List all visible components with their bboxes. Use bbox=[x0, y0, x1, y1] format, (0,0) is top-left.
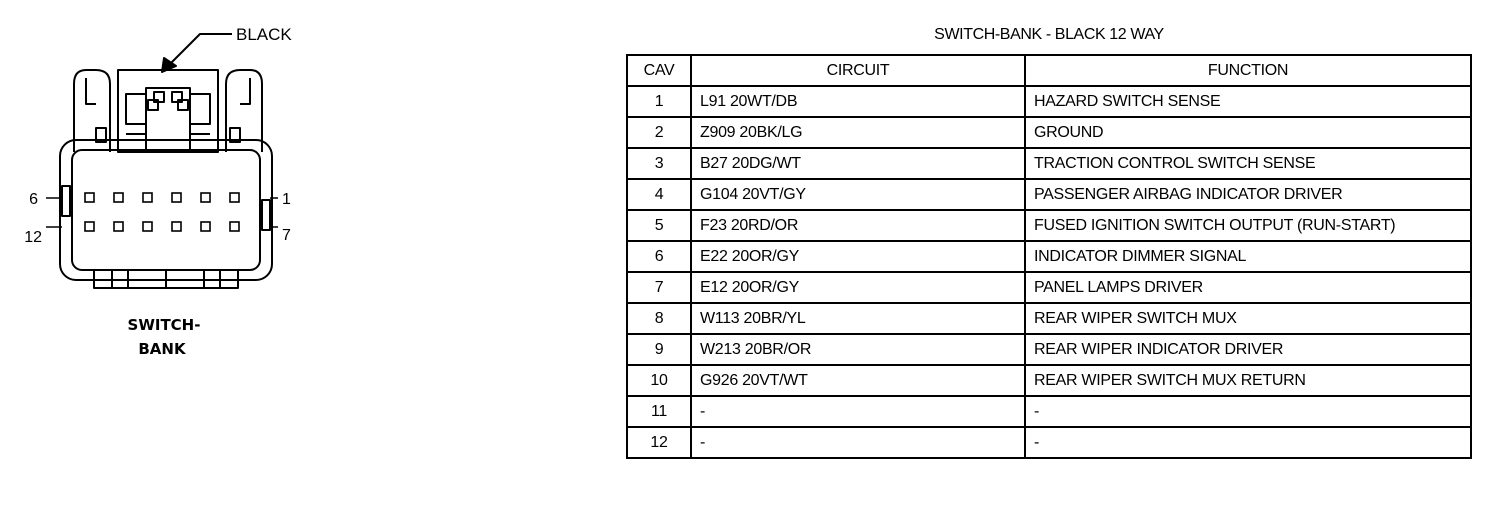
cavity-12 bbox=[85, 222, 94, 231]
table-row bbox=[627, 241, 1471, 272]
circuit-cell: E12 20OR/GY bbox=[691, 272, 1025, 303]
cavity-2 bbox=[201, 193, 210, 202]
circuit-cell: W213 20BR/OR bbox=[691, 334, 1025, 365]
cavity-5 bbox=[114, 193, 123, 202]
cav-cell: 8 bbox=[627, 303, 691, 334]
table-row bbox=[627, 179, 1471, 210]
cav-cell: 12 bbox=[627, 427, 691, 458]
header-function: FUNCTION bbox=[1025, 55, 1471, 86]
cavity-7 bbox=[230, 222, 239, 231]
cavity-10 bbox=[143, 222, 152, 231]
function-cell: PANEL LAMPS DRIVER bbox=[1025, 272, 1471, 303]
circuit-cell: W113 20BR/YL bbox=[691, 303, 1025, 334]
cavity-8 bbox=[201, 222, 210, 231]
table-row bbox=[627, 396, 1471, 427]
cav-cell: 7 bbox=[627, 272, 691, 303]
latch-tab bbox=[146, 88, 190, 152]
table-row bbox=[627, 303, 1471, 334]
function-cell: INDICATOR DIMMER SIGNAL bbox=[1025, 241, 1471, 272]
circuit-cell: B27 20DG/WT bbox=[691, 148, 1025, 179]
function-cell: REAR WIPER SWITCH MUX bbox=[1025, 303, 1471, 334]
function-cell: GROUND bbox=[1025, 117, 1471, 148]
cavity-4 bbox=[143, 193, 152, 202]
pin-label-7: 7 bbox=[282, 227, 291, 244]
circuit-cell: Z909 20BK/LG bbox=[691, 117, 1025, 148]
circuit-cell: E22 20OR/GY bbox=[691, 241, 1025, 272]
right-key bbox=[262, 200, 270, 230]
function-cell: FUSED IGNITION SWITCH OUTPUT (RUN-START) bbox=[1025, 210, 1471, 241]
table-row bbox=[627, 365, 1471, 396]
cav-cell: 3 bbox=[627, 148, 691, 179]
connector-diagram bbox=[0, 0, 600, 506]
connector-body-inner bbox=[72, 150, 260, 270]
connector-name-line2: BANK bbox=[138, 340, 186, 358]
table-row bbox=[627, 148, 1471, 179]
connector-color-label: BLACK bbox=[236, 25, 292, 44]
circuit-cell: G104 20VT/GY bbox=[691, 179, 1025, 210]
cav-cell: 6 bbox=[627, 241, 691, 272]
cav-cell: 11 bbox=[627, 396, 691, 427]
table-row bbox=[627, 117, 1471, 148]
cav-cell: 5 bbox=[627, 210, 691, 241]
function-cell: TRACTION CONTROL SWITCH SENSE bbox=[1025, 148, 1471, 179]
cav-cell: 2 bbox=[627, 117, 691, 148]
pin-label-6: 6 bbox=[29, 191, 38, 208]
left-key bbox=[62, 186, 70, 216]
function-cell: - bbox=[1025, 396, 1471, 427]
cav-cell: 4 bbox=[627, 179, 691, 210]
circuit-cell: - bbox=[691, 396, 1025, 427]
circuit-cell: F23 20RD/OR bbox=[691, 210, 1025, 241]
cav-cell: 10 bbox=[627, 365, 691, 396]
circuit-cell: - bbox=[691, 427, 1025, 458]
function-cell: PASSENGER AIRBAG INDICATOR DRIVER bbox=[1025, 179, 1471, 210]
table-row bbox=[627, 272, 1471, 303]
cavity-9 bbox=[172, 222, 181, 231]
cavity-1 bbox=[230, 193, 239, 202]
table-row bbox=[627, 427, 1471, 458]
connector-name-line1: SWITCH- bbox=[127, 316, 201, 334]
cavity-6 bbox=[85, 193, 94, 202]
cavity-3 bbox=[172, 193, 181, 202]
pin-label-12: 12 bbox=[24, 229, 42, 246]
table-row bbox=[627, 86, 1471, 117]
cav-cell: 1 bbox=[627, 86, 691, 117]
cav-cell: 9 bbox=[627, 334, 691, 365]
table-row bbox=[627, 334, 1471, 365]
pin-label-1: 1 bbox=[282, 191, 291, 208]
function-cell: REAR WIPER INDICATOR DRIVER bbox=[1025, 334, 1471, 365]
pinout-table bbox=[626, 54, 1472, 459]
function-cell: HAZARD SWITCH SENSE bbox=[1025, 86, 1471, 117]
function-cell: - bbox=[1025, 427, 1471, 458]
header-circuit: CIRCUIT bbox=[691, 55, 1025, 86]
circuit-cell: G926 20VT/WT bbox=[691, 365, 1025, 396]
table-header-row bbox=[627, 55, 1471, 86]
cavity-11 bbox=[114, 222, 123, 231]
table-row bbox=[627, 210, 1471, 241]
connector-body-outer bbox=[60, 140, 272, 280]
function-cell: REAR WIPER SWITCH MUX RETURN bbox=[1025, 365, 1471, 396]
table-title: SWITCH-BANK - BLACK 12 WAY bbox=[934, 26, 1164, 43]
header-cav: CAV bbox=[627, 55, 691, 86]
circuit-cell: L91 20WT/DB bbox=[691, 86, 1025, 117]
color-callout-leader bbox=[170, 34, 232, 64]
